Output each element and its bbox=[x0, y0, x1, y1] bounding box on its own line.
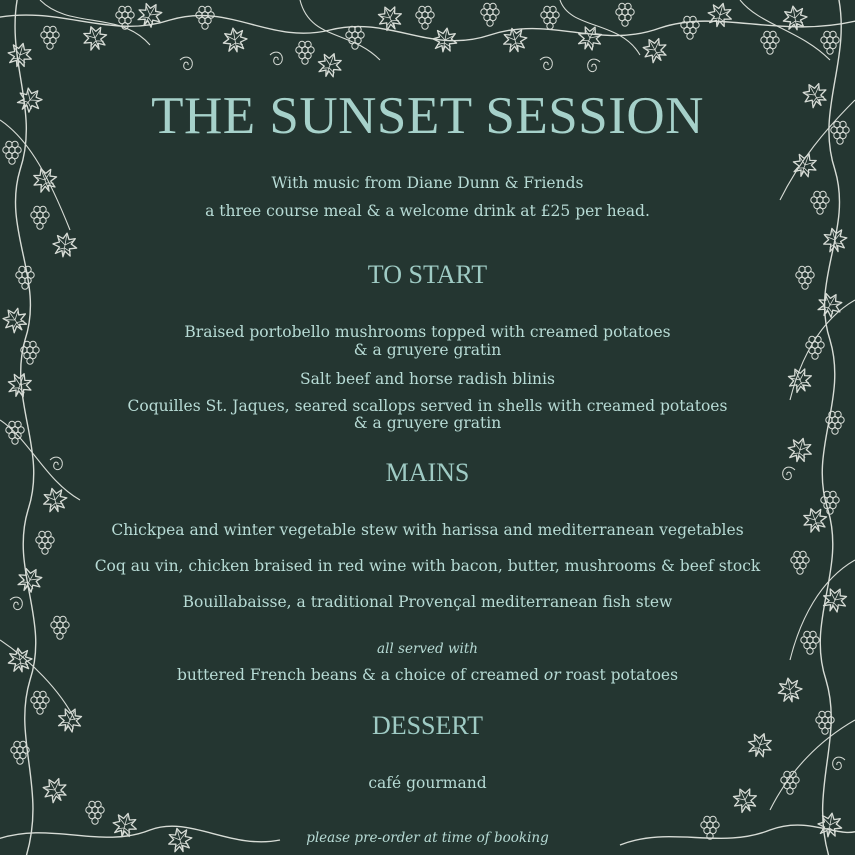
page-title: THE SUNSET SESSION bbox=[151, 87, 704, 145]
starter-item-3: Coquilles St. Jaques, seared scallops served in shells with creamed potatoes bbox=[127, 397, 728, 415]
sides-or: or bbox=[543, 666, 561, 684]
footer-note: please pre-order at time of booking bbox=[306, 830, 549, 846]
main-item-2: Coq au vin, chicken braised in red wine with bacon, butter, mushrooms & beef stock bbox=[94, 557, 761, 575]
main-item-3: Bouillabaisse, a traditional Provençal mediterranean fish stew bbox=[182, 593, 673, 611]
section-heading-start: TO START bbox=[367, 260, 488, 289]
sides-line bbox=[40, 665, 815, 685]
sides-text-1: buttered French beans & a choice of creamed bbox=[176, 666, 544, 684]
served-with-label: all served with bbox=[377, 641, 478, 657]
main-item-1: Chickpea and winter vegetable stew with harissa and mediterranean vegetables bbox=[111, 521, 744, 539]
intro-music-line: With music from Diane Dunn & Friends bbox=[271, 174, 584, 192]
section-heading-dessert: DESSERT bbox=[371, 711, 484, 740]
section-heading-mains: MAINS bbox=[385, 458, 470, 487]
intro-price-line: a three course meal & a welcome drink at £25 per head. bbox=[205, 202, 650, 220]
sides-text-2: roast potatoes bbox=[560, 666, 679, 684]
dessert-item-1: café gourmand bbox=[368, 774, 487, 792]
starter-item-3-continued: & a gruyere gratin bbox=[353, 414, 502, 432]
starter-item-1: Braised portobello mushrooms topped with creamed potatoes bbox=[184, 323, 671, 341]
starter-item-1-continued: & a gruyere gratin bbox=[353, 341, 502, 359]
starter-item-2: Salt beef and horse radish blinis bbox=[300, 370, 555, 388]
